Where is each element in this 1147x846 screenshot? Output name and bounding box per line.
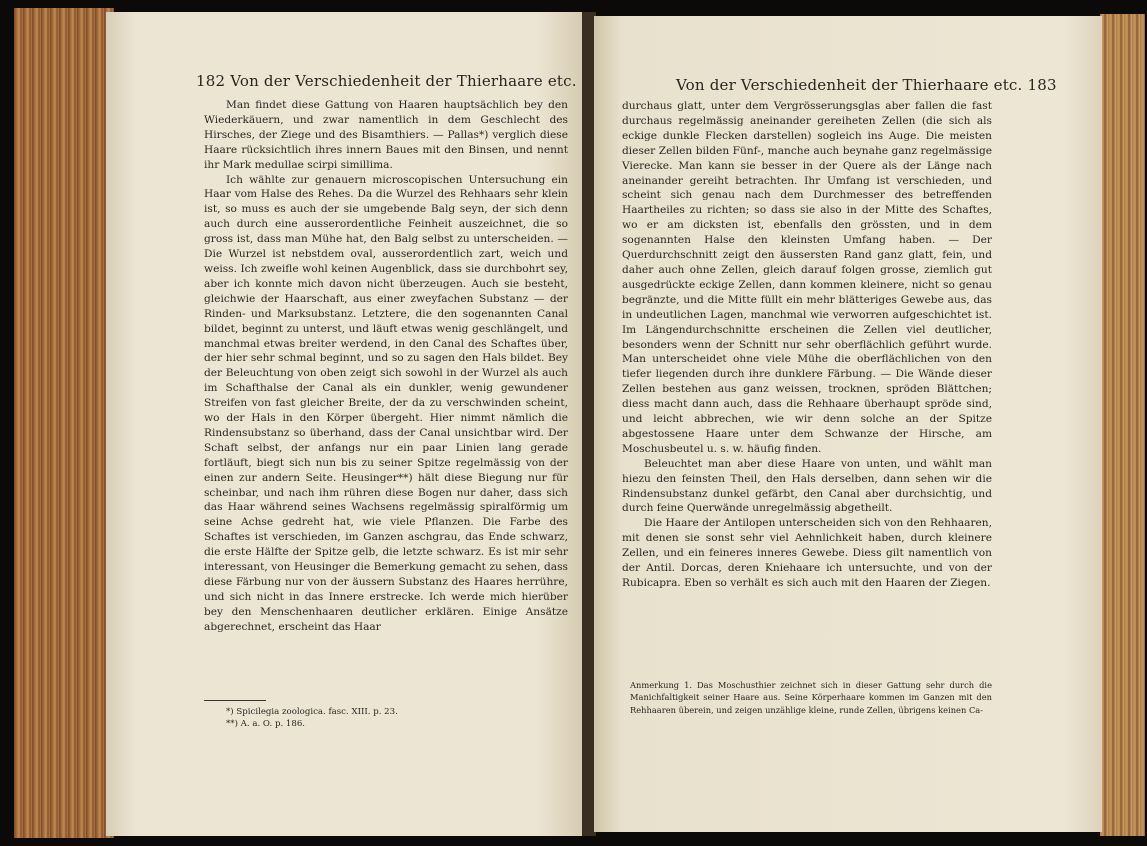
left-page bbox=[106, 12, 584, 836]
right-paragraph-1: durchaus glatt, unter dem Vergrösserungsglas aber fallen die fast durchaus regelmässig aneinander gereiheten Zellen (die sich als eckige dunkle Flecken darstellen) sogleich ins Auge. Die meisten dieser Zellen bilden Fünf-, manche auch beynahe ganz regelmässige Vierecke. Man kann sie besser in der Quere als der Länge nach aneinander gereiht betrachten. Ihr Umfang ist verschieden, und scheint sich genau nach dem Durchmesser des betreffenden Haartheiles zu richten; so dass sie also in der Mitte des Schaftes, wo er am dicksten ist, ebenfalls den grössten, und in dem sogenannten Halse den kleinsten Umfang haben. — Der Querdurchschnitt zeigt den äussersten Rand ganz glatt, fein, und daher auch ohne Zellen, gleich darauf folgen grosse, ziemlich gut ausgedrückte eckige Zellen, dann kommen kleinere, nicht so genau begränzte, und die Mitte füllt ein mehr blätteriges Gewebe aus, das in undeutlichen Lagen, manchmal wie verworren aufgeschichtet ist. Im Längendurchschnitte erscheinen die Zellen viel deutlicher, besonders wenn der Schnitt nur sehr oberflächlich geführt wurde. Man unterscheidet ohne viele Mühe die oberflächlichen von den tiefer liegenden durch ihre dunklere Färbung. — Die Wände dieser Zellen bestehen aus ganz weissen, trocknen, spröden Blättchen; diess macht dann auch, dass die Rehhaare überhaupt spröde sind, und leicht abbrechen, wie wir denn solche an der Spitze abgestossene Haare unter dem Schwanze der Hirsche, am Moschusbeutel u. s. w. häufig finden. bbox=[622, 100, 992, 455]
right-body bbox=[622, 99, 992, 591]
footnote-2: **) A. a. O. p. 186. bbox=[226, 719, 306, 729]
left-paragraph-1: Man findet diese Gattung von Haaren hauptsächlich bey den Wiederkäuern, und zwar namentlich in dem Geschlecht des Hirsches, der Ziege und des Bisamthiers. — Pallas*) verglich diese Haare rücksichtlich ihres innern Baues mit den Binsen, und nennt ihr Mark medullae scirpi simillima. bbox=[204, 99, 568, 171]
left-page-edges bbox=[14, 8, 114, 838]
left-paragraph-2: Ich wählte zur genauern microscopischen Untersuchung ein Haar vom Halse des Rehes. Da die Wurzel des Rehhaars sehr klein ist, so muss es auch der sie umgebende Balg seyn, der sich denn auch durch eine ausserordentliche Feinheit auszeichnet, die so gross ist, dass man Mühe hat, den Balg selbst zu unterscheiden. — Die Wurzel ist nebstdem oval, ausserordentlich zart, weich und weiss. Ich zweifle wohl keinen Augenblick, dass sie durchbohrt sey, aber ich konnte mich davon nicht überzeugen. Auch sie besteht, gleichwie der Haarschaft, aus einer zweyfachen Substanz — der Rinden- und Marksubstanz. Letztere, die den sogenannten Canal bildet, beginnt zu unterst, und läuft etwas wenig geschlängelt, und manchmal etwas breiter werdend, in den Canal des Schaftes über, der hier sehr schmal beginnt, und so zu sagen den Hals bildet. Bey der Beleuchtung von oben zeigt sich sowohl in der Wurzel als auch im Schafthalse der Canal als ein dunkler, wenig gewundener Streifen von fast gleicher Breite, der da zu verschwinden scheint, wo der Hals in den Körper übergeht. Hier nimmt nämlich die Rindensubstanz so überhand, dass der Canal unsichtbar wird. Der Schaft selbst, der anfangs nur ein paar Linien lang gerade fortläuft, biegt sich nun bis zu seiner Spitze regelmässig von der einen zur andern Seite. Heusinger**) hält diese Biegung nur für scheinbar, und nach ihm rühren diese Bogen nur daher, dass sich das Haar während seines Wachsens regelmässig spiralförmig um seine Achse gedreht hat, wie viele Pflanzen. Die Farbe des Schaftes ist verschieden, im Ganzen aschgrau, das Ende schwarz, die erste Hälfte der Spitze gelb, die letzte schwarz. Es ist mir sehr interessant, von Heusinger die Bemerkung gemacht zu sehen, dass diese Färbung nur von der äussern Substanz des Haares herrühre, und sich nicht in das Innere erstrecke. Ich werde mich hierüber bey den Menschenhaaren deutlicher erklären. Einige Ansätze abgerechnet, erscheint das Haar bbox=[204, 173, 568, 633]
right-paragraph-2: Beleuchtet man aber diese Haare von unten, und wählt man hiezu den feinsten Theil, den Hals derselben, dann sehen wir die Rindensubstanz dunkel gefärbt, den Canal aber durchsichtig, und durch feine Querwände unregelmässig abgetheilt. bbox=[622, 457, 992, 515]
footnote-rule bbox=[204, 700, 266, 701]
right-running-header: Von der Verschiedenheit der Thierhaare etc. 183 bbox=[676, 76, 1057, 94]
left-running-header: 182 Von der Verschiedenheit der Thierhaare etc. bbox=[196, 72, 577, 90]
footnote-1: *) Spicilegia zoologica. fasc. XIII. p. 23. bbox=[226, 707, 398, 717]
left-body bbox=[204, 98, 568, 635]
left-footnotes bbox=[226, 706, 556, 730]
right-page-edges bbox=[1100, 14, 1145, 836]
right-annotation: Anmerkung 1. Das Moschusthier zeichnet sich in dieser Gattung sehr durch die Manichfaltigkeit seiner Haare aus. Seine Körperhaare kommen im Ganzen mit den Rehhaaren überein, und zeigen unzählige kleine, runde Zellen, übrigens keinen Ca- bbox=[630, 680, 992, 715]
right-page bbox=[594, 16, 1102, 832]
right-paragraph-3: Die Haare der Antilopen unterscheiden sich von den Rehhaaren, mit denen sie sonst sehr viel Aehnlichkeit haben, durch kleinere Zellen, und ein feineres inneres Gewebe. Diess gilt namentlich von der Antil. Dorcas, deren Kniehaare ich untersuchte, und von der Rubicapra. Eben so verhält es sich auch mit den Haaren der Ziegen. bbox=[622, 517, 992, 589]
